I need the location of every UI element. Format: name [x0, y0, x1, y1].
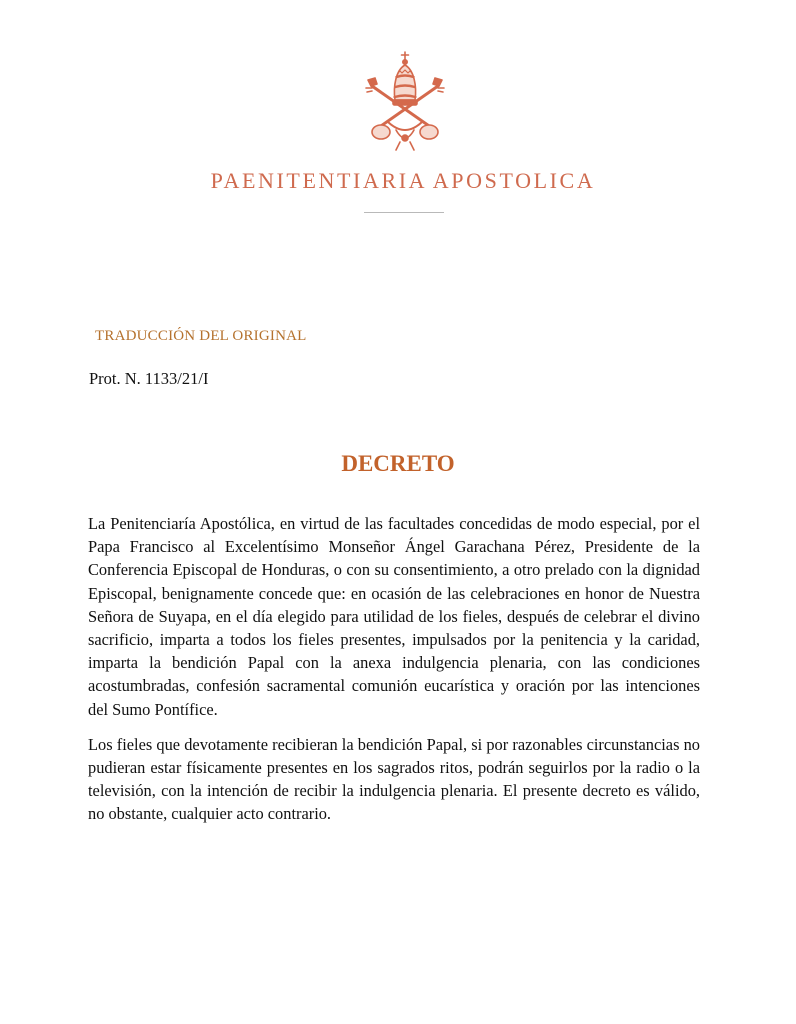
protocol-number: Prot. N. 1133/21/I: [89, 369, 209, 388]
document-title: DECRETO: [341, 451, 455, 476]
institution-name: PAENITENTIARIA APOSTOLICA: [210, 168, 596, 193]
body-paragraph: La Penitenciaría Apostólica, en virtud de las facultades concedidas de modo especial, por el Papa Francisco al Excelentísimo Monseñor Ángel Garachana Pérez, Presidente de la Conferencia Episcopal de Honduras, o con su consentimiento, a otro prelado con la dignidad Episcopal, benignamente concede que: en ocasión de las celebraciones en honor de Nuestra Señora de Suyapa, en el día elegido para utilidad de los fieles, después de celebrar el divino sacrificio, imparta a todos los fieles presentes, impulsados por la penitencia y la caridad, imparta la bendición Papal con la anexa indulgencia plenaria, con las condiciones acostumbradas, confesión sacramental comunión eucarística y oración por las intenciones del Sumo Pontífice.: [88, 514, 700, 719]
papal-tiara-emblem-icon: [358, 50, 452, 152]
translation-note: TRADUCCIÓN DEL ORIGINAL: [95, 328, 307, 344]
decree-body: [88, 512, 700, 838]
body-paragraph: Los fieles que devotamente recibieran la bendición Papal, si por razonables circunstancias no pudieran estar físicamente presentes en los sagrados ritos, podrán seguirlos por la radio o la televisión, con la intención de recibir la indulgencia plenaria. El presente decreto es válido, no obstante, cualquier acto contrario.: [88, 734, 700, 824]
header-divider: [364, 212, 444, 213]
